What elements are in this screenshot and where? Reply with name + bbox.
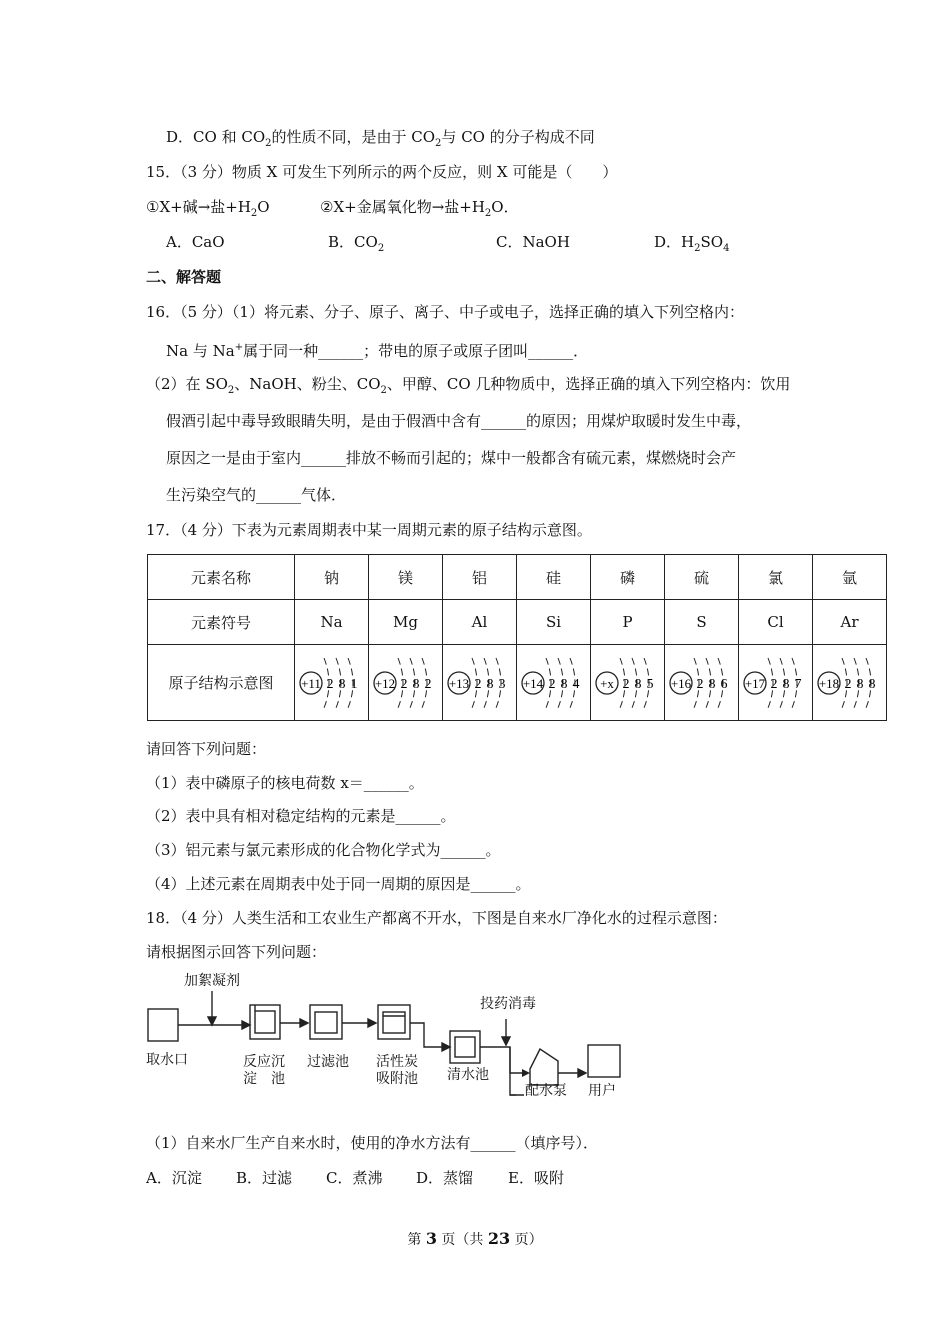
q18-option-e: E．吸附 [508,1169,564,1187]
element-symbol: Si [517,600,591,645]
shell-electron-count: 8 [412,676,419,692]
q17-sub-4: （4）上述元素在周期表中处于同一周期的原因是______。 [146,875,531,893]
q17-sub-2: （2）表中具有相对稳定结构的元素是______。 [146,807,456,825]
label-reaction-2: 淀 池 [243,1071,285,1087]
q16-line-3: 假酒引起中毒导致眼睛失明，是由于假酒中含有______的原因；用煤炉取暖时发生中毒， [166,412,752,430]
shell-electron-count: 2 [326,676,333,692]
q15-option-b: B．$CO_2$ [328,233,385,254]
q16-line-2: （2）在 $SO_2$、NaOH、粉尘、$CO_2$、甲醇、CO 几种物质中，选择正确的填入下列空格内：饮用 [146,375,791,396]
element-name: 铝 [443,555,517,600]
shell-electron-count: 6 [720,676,727,692]
atom-diagram [667,648,737,718]
element-symbol: P [591,600,665,645]
page-footer: 第 3 页（共 23 页） [407,1229,543,1248]
q18-option-c: C．煮沸 [326,1169,383,1187]
carbon-tank [378,1005,410,1039]
shell-electron-count: 8 [634,676,641,692]
shell-electron-count: 8 [782,676,789,692]
shell-electron-count: 2 [400,676,407,692]
periodic-table [147,554,887,721]
atom-diagram [297,648,367,718]
nucleus-charge: +18 [818,675,839,691]
label-clear: 清水池 [447,1067,489,1083]
element-name: 氩 [813,555,887,600]
shell-electron-count: 2 [474,676,481,692]
pump-icon [530,1049,558,1085]
element-name: 氯 [739,555,813,600]
element-symbol: Ar [813,600,887,645]
q15-reaction-1: ①X+碱→盐$+H_2O$ [146,198,270,219]
shell-electron-count: 8 [856,676,863,692]
q15-option-d: D．$H_2SO_4$ [654,233,730,254]
shell-electron-count: 8 [868,676,875,692]
label-reaction-1: 反应沉 [243,1054,285,1070]
atom-diagram [445,648,515,718]
label-disinfect: 投药消毒 [480,996,536,1012]
q18-option-a: A．沉淀 [146,1169,202,1187]
q17-stem: 17．（4 分）下表为元素周期表中某一周期元素的原子结构示意图。 [146,521,592,539]
element-symbol: Mg [369,600,443,645]
q15-stem: 15．（3 分）物质 X 可发生下列所示的两个反应，则 X 可能是（ ） [146,163,618,181]
filter-tank [310,1005,342,1039]
element-name: 钠 [295,555,369,600]
atom-diagram [371,648,441,718]
q18-stem: 18．（4 分）人类生活和工农业生产都离不开水，下图是自来水厂净化水的过程示意图： [146,909,727,927]
q18-sub-1: （1）自来水厂生产自来水时，使用的净水方法有______（填序号）． [146,1134,599,1152]
q18-prompt: 请根据图示回答下列问题： [146,943,327,961]
q15-reaction-2: ②X+金属氧化物→盐$+H_2O$． [320,198,519,219]
shell-electron-count: 1 [350,676,357,692]
user-box [588,1045,620,1077]
nucleus-charge: +16 [670,675,691,691]
row-label-symbol: 元素符号 [148,600,295,645]
nucleus-charge: +13 [448,675,469,691]
row-label-name: 元素名称 [148,555,295,600]
shell-electron-count: 8 [486,676,493,692]
q17-prompt: 请回答下列问题： [146,740,267,758]
shell-electron-count: 3 [498,676,505,692]
element-symbol: S [665,600,739,645]
clear-water-tank [450,1031,480,1063]
nucleus-charge: +11 [300,675,321,691]
nucleus-charge: +x [599,675,614,691]
shell-electron-count: 5 [646,676,653,692]
label-intake: 取水口 [146,1052,188,1068]
section-heading: 二、解答题 [146,268,222,286]
q17-sub-3: （3）铝元素与氯元素形成的化合物化学式为______。 [146,841,501,859]
shell-electron-count: 8 [560,676,567,692]
atom-diagram [593,648,663,718]
q15-option-c: C．NaOH [496,233,570,251]
shell-electron-count: 7 [794,676,801,692]
q15-option-a: A．CaO [166,233,225,251]
element-name: 镁 [369,555,443,600]
q16-line-4: 原因之一是由于室内______排放不畅而引起的；煤中一般都含有硫元素，煤燃烧时会产 [166,449,737,467]
shell-electron-count: 2 [770,676,777,692]
row-label-structure: 原子结构示意图 [148,645,295,721]
shell-electron-count: 8 [338,676,345,692]
reaction-tank [250,1005,280,1039]
shell-electron-count: 2 [622,676,629,692]
shell-electron-count: 2 [424,676,431,692]
label-user: 用户 [588,1083,616,1099]
label-pump: 配水泵 [525,1083,567,1099]
element-name: 硅 [517,555,591,600]
shell-electron-count: 2 [844,676,851,692]
label-carbon-2: 吸附池 [376,1071,418,1087]
label-carbon-1: 活性炭 [376,1054,418,1070]
element-symbol: Al [443,600,517,645]
label-filter: 过滤池 [307,1054,349,1070]
intake-box [148,1009,178,1041]
q18-option-b: B．过滤 [236,1169,293,1187]
nucleus-charge: +17 [744,675,765,691]
q14-option-d: D．CO 和 $CO_2$的性质不同，是由于 $CO_2$与 CO 的分子构成不同 [166,128,595,149]
label-coagulant: 加絮凝剂 [184,973,240,989]
element-symbol: Cl [739,600,813,645]
q17-sub-1: （1）表中磷原子的核电荷数 x＝______。 [146,774,424,792]
shell-electron-count: 2 [548,676,555,692]
element-symbol: Na [295,600,369,645]
shell-electron-count: 8 [708,676,715,692]
q18-option-d: D．蒸馏 [416,1169,474,1187]
shell-electron-count: 4 [572,676,579,692]
nucleus-charge: +12 [374,675,395,691]
q16-line-1: Na 与 Na+属于同一种______；带电的原子或原子团叫______． [166,342,589,360]
atom-diagram [741,648,811,718]
element-name: 磷 [591,555,665,600]
atom-diagram [519,648,589,718]
q16-line-5: 生污染空气的______气体． [166,486,347,504]
nucleus-charge: +14 [522,675,543,691]
element-name: 硫 [665,555,739,600]
shell-electron-count: 2 [696,676,703,692]
q16-stem: 16．（5 分）（1）将元素、分子、原子、离子、中子或电子，选择正确的填入下列空格内： [146,303,744,321]
atom-diagram [815,648,885,718]
